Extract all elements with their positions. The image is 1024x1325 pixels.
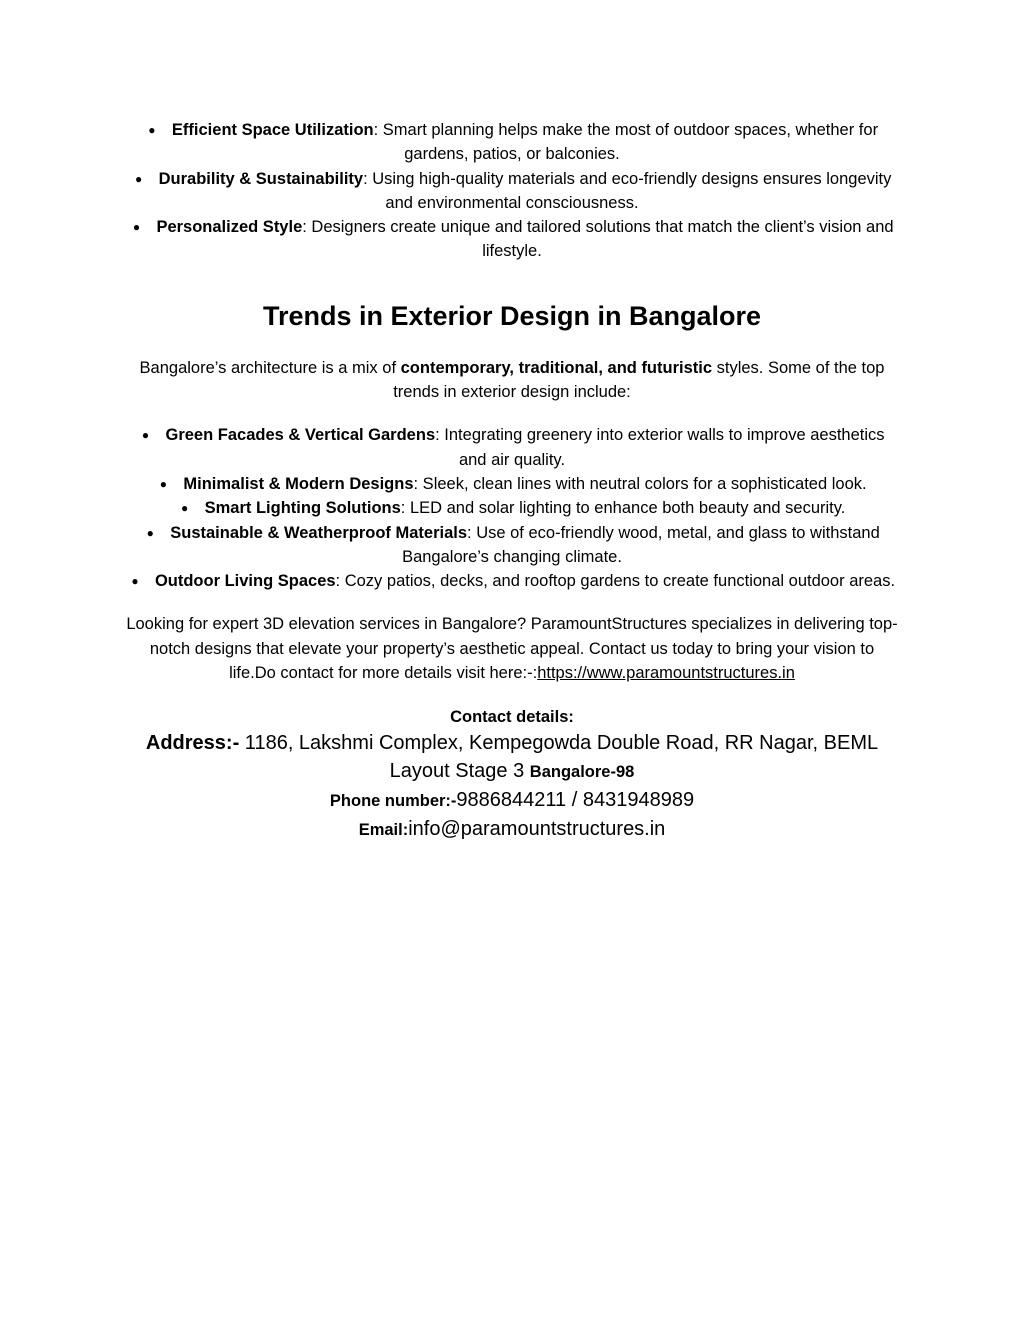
bullet-icon: ● (181, 501, 189, 516)
bullet-icon: ● (141, 428, 150, 443)
phone-line (126, 786, 898, 815)
address-line (126, 729, 898, 786)
contact-heading: Contact details: (450, 708, 574, 727)
phone-value: 9886844211 / 8431948989 (456, 789, 695, 812)
intro-paragraph: Bangalore’s architecture is a mix of contemporary, traditional, and futuristic styles. Some of the top trends in exterior design include: (139, 358, 885, 402)
document-page (126, 118, 898, 844)
trends-list (126, 423, 898, 593)
bullet-icon: ● (132, 220, 141, 235)
bullet-icon: ● (146, 525, 154, 540)
phone-label: Phone number:- (329, 792, 457, 811)
list-item: ● Durability & Sustainability: Using high-quality materials and eco-friendly designs ensures longevity and environmental consciousness. (126, 167, 898, 216)
list-item: ● Minimalist & Modern Designs: Sleek, clean lines with neutral colors for a sophisticated look. (126, 472, 898, 496)
bullet-icon: ● (135, 171, 143, 186)
bullet-icon: ● (131, 574, 139, 589)
section-heading: Trends in Exterior Design in Bangalore (262, 300, 762, 331)
address-label: Address:- (145, 732, 240, 755)
list-item: ● Green Facades & Vertical Gardens: Integrating greenery into exterior walls to improve aesthetics and air quality. (126, 423, 898, 472)
bullet-icon: ● (159, 476, 168, 491)
bullet-icon: ● (148, 123, 156, 137)
email-value: info@paramountstructures.in (408, 818, 666, 841)
address-text: 1186, Lakshmi Complex, Kempegowda Double Road, RR Nagar, BEML Layout Stage 3 (239, 732, 879, 783)
website-link[interactable]: https://www.paramountstructures.in (537, 664, 795, 683)
email-label: Email: (358, 821, 409, 840)
closing-paragraph: Looking for expert 3D elevation services in Bangalore? ParamountStructures specializes in delivering top-notch designs that elevate your property’s aesthetic appeal. Contact us today to bring your vision to life.Do contact for more details visit here:-:https://www.paramountstructures.in (126, 615, 898, 683)
list-item: ● Personalized Style: Designers create unique and tailored solutions that match the client’s vision and lifestyle. (126, 215, 898, 264)
list-item: ● Efficient Space Utilization: Smart planning helps make the most of outdoor spaces, whether for gardens, patios, or balconies. (126, 118, 898, 167)
email-line (126, 815, 898, 844)
benefits-list (126, 118, 898, 264)
address-city: Bangalore-98 (529, 763, 635, 782)
list-item: ● Outdoor Living Spaces: Cozy patios, decks, and rooftop gardens to create functional outdoor areas. (126, 569, 898, 593)
list-item: ● Smart Lighting Solutions: LED and solar lighting to enhance both beauty and security. (126, 496, 898, 520)
list-item: ● Sustainable & Weatherproof Materials: Use of eco-friendly wood, metal, and glass to withstand Bangalore’s changing climate. (126, 521, 898, 570)
